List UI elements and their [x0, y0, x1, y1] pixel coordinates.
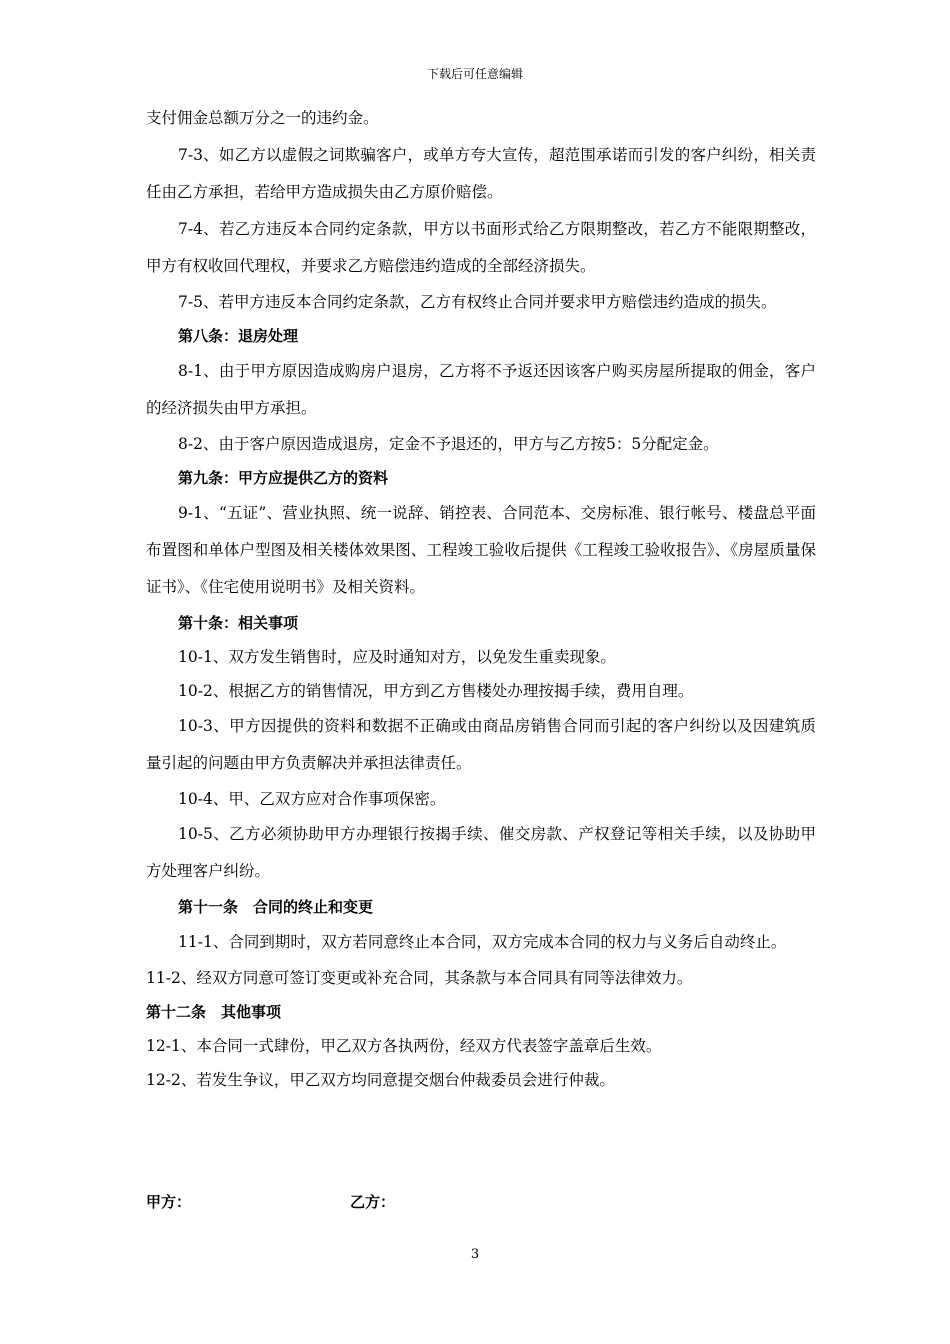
clause-8-2: 8-2、由于客户原因造成退房，定金不予退还的，甲方与乙方按5：5分配定金。 — [178, 435, 719, 453]
paragraph-continuation: 支付佣金总额万分之一的违约金。 — [146, 109, 379, 127]
clause-12-1: 12-1、本合同一式肆份，甲乙双方各执两份，经双方代表签字盖章后生效。 — [146, 1037, 662, 1055]
clause-12-2: 12-2、若发生争议，甲乙双方均同意提交烟台仲裁委员会进行仲裁。 — [146, 1071, 615, 1089]
page-header: 下载后可任意编辑 — [426, 67, 523, 81]
article-10-heading: 第十条：相关事项 — [178, 614, 299, 632]
article-11-heading: 第十一条 合同的终止和变更 — [178, 898, 374, 916]
clause-11-1: 11-1、合同到期时，双方若同意终止本合同，双方完成本合同的权力与义务后自动终止。 — [178, 933, 787, 951]
clause-10-2: 10-2、根据乙方的销售情况，甲方到乙方售楼处办理按揭手续，费用自理。 — [178, 682, 694, 700]
clause-10-5: 10-5、乙方必须协助甲方办理银行按揭手续、催交房款、产权登记等相关手续，以及协助甲方处理客户纠纷。 — [146, 825, 816, 880]
clause-7-4: 7-4、若乙方违反本合同约定条款，甲方以书面形式给乙方限期整改，若乙方不能限期整改，甲方有权收回代理权，并要求乙方赔偿违约造成的全部经济损失。 — [146, 220, 816, 275]
article-12-heading: 第十二条 其他事项 — [146, 1003, 282, 1021]
contract-body — [146, 100, 816, 1097]
clause-9-1: 9-1、“五证”、营业执照、统一说辞、销控表、合同范本、交房标准、银行帐号、楼盘总平面布置图和单体户型图及相关楼体效果图、工程竣工验收后提供《工程竣工验收报告》、《房屋质量保证书》、《住宅使用说明书》及相关资料。 — [146, 504, 816, 596]
article-9-heading: 第九条：甲方应提供乙方的资料 — [178, 469, 389, 487]
clause-11-2: 11-2、经双方同意可签订变更或补充合同，其条款与本合同具有同等法律效力。 — [146, 969, 693, 987]
clause-7-5: 7-5、若甲方违反本合同约定条款，乙方有权终止合同并要求甲方赔偿违约造成的损失。 — [178, 293, 777, 311]
clause-8-1: 8-1、由于甲方原因造成购房户退房，乙方将不予返还因该客户购买房屋所提取的佣金，客户的经济损失由甲方承担。 — [146, 362, 816, 417]
party-a-signature-label: 甲方： — [146, 1193, 192, 1211]
clause-10-4: 10-4、甲、乙双方应对合作事项保密。 — [178, 790, 446, 808]
clause-7-3: 7-3、如乙方以虚假之词欺骗客户，或单方夸大宣传，超范围承诺而引发的客户纠纷，相关责任由乙方承担，若给甲方造成损失由乙方原价赔偿。 — [146, 146, 816, 201]
clause-10-1: 10-1、双方发生销售时，应及时通知对方，以免发生重卖现象。 — [178, 648, 616, 666]
page-number: 3 — [470, 1247, 480, 1262]
article-8-heading: 第八条：退房处理 — [178, 327, 299, 345]
party-b-signature-label: 乙方： — [350, 1193, 396, 1211]
clause-10-3: 10-3、甲方因提供的资料和数据不正确或由商品房销售合同而引起的客户纠纷以及因建筑质量引起的问题由甲方负责解决并承担法律责任。 — [146, 717, 816, 772]
